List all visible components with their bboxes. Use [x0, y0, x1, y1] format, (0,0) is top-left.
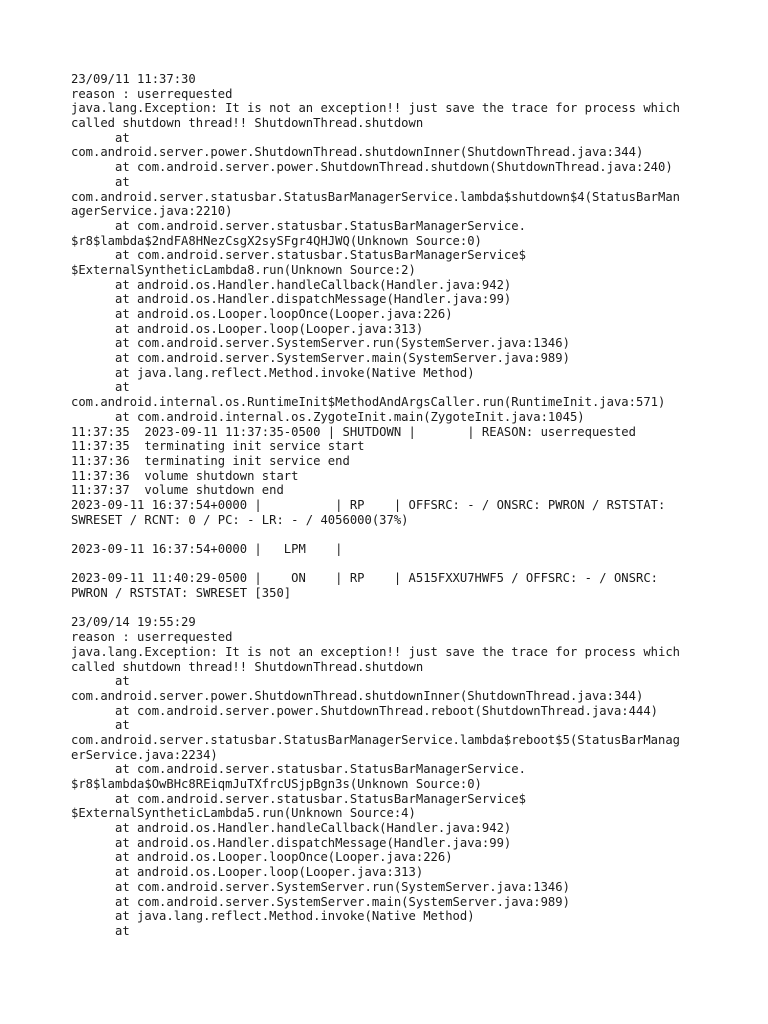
log-line: at java.lang.reflect.Method.invoke(Native Method): [71, 909, 475, 924]
log-blank-line: [71, 601, 711, 616]
log-line: 23/09/11 11:37:30: [71, 72, 196, 86]
log-line: com.android.internal.os.RuntimeInit$MethodAndArgsCaller.run(RuntimeInit.java:571): [71, 395, 666, 410]
log-line: 2023-09-11 16:37:54+0000 | | RP | OFFSRC: - / ONSRC: PWRON / RSTSTAT:: [71, 497, 666, 512]
log-line: at com.android.server.SystemServer.main(SystemServer.java:989): [71, 351, 570, 366]
log-line: 11:37:35 terminating init service start: [71, 439, 365, 454]
log-line: at: [71, 174, 130, 189]
log-line: at com.android.server.SystemServer.run(SystemServer.java:1346): [71, 879, 570, 894]
log-line: at com.android.server.SystemServer.run(SystemServer.java:1346): [71, 336, 570, 351]
log-line: at com.android.server.statusbar.StatusBarManagerService$: [71, 248, 526, 263]
log-line: erService.java:2234): [71, 747, 218, 762]
log-blank-line: [71, 557, 711, 572]
log-line: com.android.server.power.ShutdownThread.shutdownInner(ShutdownThread.java:344): [71, 145, 644, 160]
log-line: 2023-09-11 16:37:54+0000 | LPM |: [71, 542, 343, 556]
log-line: at: [71, 380, 130, 395]
log-line: at: [71, 923, 130, 938]
log-line: at com.android.server.power.ShutdownThread.reboot(ShutdownThread.java:444): [71, 703, 658, 718]
log-line: com.android.server.statusbar.StatusBarManagerService.lambda$shutdown$4(StatusBarMan: [71, 189, 681, 204]
log-line: $r8$lambda$2ndFA8HNezCsgX2sySFgr4QHJWQ(Unknown Source:0): [71, 233, 482, 248]
log-line: 11:37:35 2023-09-11 11:37:35-0500 | SHUTDOWN | | REASON: userrequested: [71, 424, 636, 439]
log-line: com.android.server.statusbar.StatusBarManagerService.lambda$reboot$5(StatusBarManag: [71, 732, 681, 747]
log-line: at android.os.Looper.loopOnce(Looper.java:226): [71, 850, 453, 865]
log-line: at android.os.Looper.loopOnce(Looper.java:226): [71, 307, 453, 321]
log-line: called shutdown thread!! ShutdownThread.shutdown: [71, 659, 424, 674]
log-line: at com.android.internal.os.ZygoteInit.main(ZygoteInit.java:1045): [71, 409, 585, 424]
log-line: at java.lang.reflect.Method.invoke(Native Method): [71, 365, 475, 380]
log-line: agerService.java:2210): [71, 204, 233, 219]
log-line: at: [71, 718, 130, 733]
log-line: at android.os.Looper.loop(Looper.java:313): [71, 865, 424, 880]
log-line: reason : userrequested: [71, 630, 233, 645]
log-line: called shutdown thread!! ShutdownThread.shutdown: [71, 116, 424, 131]
log-line: $r8$lambda$OwBHc8REiqmJuTXfrcUSjpBgn3s(Unknown Source:0): [71, 777, 482, 791]
log-line: at: [71, 674, 130, 689]
log-line: at com.android.server.statusbar.StatusBarManagerService$: [71, 791, 526, 806]
log-text-block: [71, 72, 711, 939]
log-line: 2023-09-11 11:40:29-0500 | ON | RP | A515FXXU7HWF5 / OFFSRC: - / ONSRC:: [71, 571, 658, 586]
log-line: 11:37:37 volume shutdown end: [71, 483, 284, 498]
log-line: at com.android.server.power.ShutdownThread.shutdown(ShutdownThread.java:240): [71, 160, 673, 175]
log-line: at android.os.Handler.dispatchMessage(Handler.java:99): [71, 292, 512, 307]
log-line: PWRON / RSTSTAT: SWRESET [350]: [71, 586, 292, 601]
log-line: 23/09/14 19:55:29: [71, 615, 196, 630]
log-line: at android.os.Handler.dispatchMessage(Handler.java:99): [71, 835, 512, 850]
log-line: java.lang.Exception: It is not an exception!! just save the trace for process which: [71, 644, 681, 659]
log-line: at com.android.server.statusbar.StatusBarManagerService.: [71, 762, 526, 777]
log-line: at android.os.Handler.handleCallback(Handler.java:942): [71, 821, 512, 836]
log-line: java.lang.Exception: It is not an exception!! just save the trace for process which: [71, 101, 681, 116]
log-line: at com.android.server.statusbar.StatusBarManagerService.: [71, 218, 526, 233]
log-line: reason : userrequested: [71, 86, 233, 101]
log-line: 11:37:36 volume shutdown start: [71, 468, 299, 483]
log-line: at android.os.Looper.loop(Looper.java:313): [71, 321, 424, 336]
log-line: $ExternalSyntheticLambda8.run(Unknown Source:2): [71, 262, 416, 277]
log-line: com.android.server.power.ShutdownThread.shutdownInner(ShutdownThread.java:344): [71, 688, 644, 703]
log-line: at android.os.Handler.handleCallback(Handler.java:942): [71, 277, 512, 292]
log-line: at com.android.server.SystemServer.main(SystemServer.java:989): [71, 894, 570, 909]
log-line: SWRESET / RCNT: 0 / PC: - LR: - / 4056000(37%): [71, 512, 409, 527]
log-line: $ExternalSyntheticLambda5.run(Unknown Source:4): [71, 806, 416, 821]
log-line: 11:37:36 terminating init service end: [71, 453, 350, 468]
log-blank-line: [71, 527, 711, 542]
log-line: at: [71, 130, 130, 145]
